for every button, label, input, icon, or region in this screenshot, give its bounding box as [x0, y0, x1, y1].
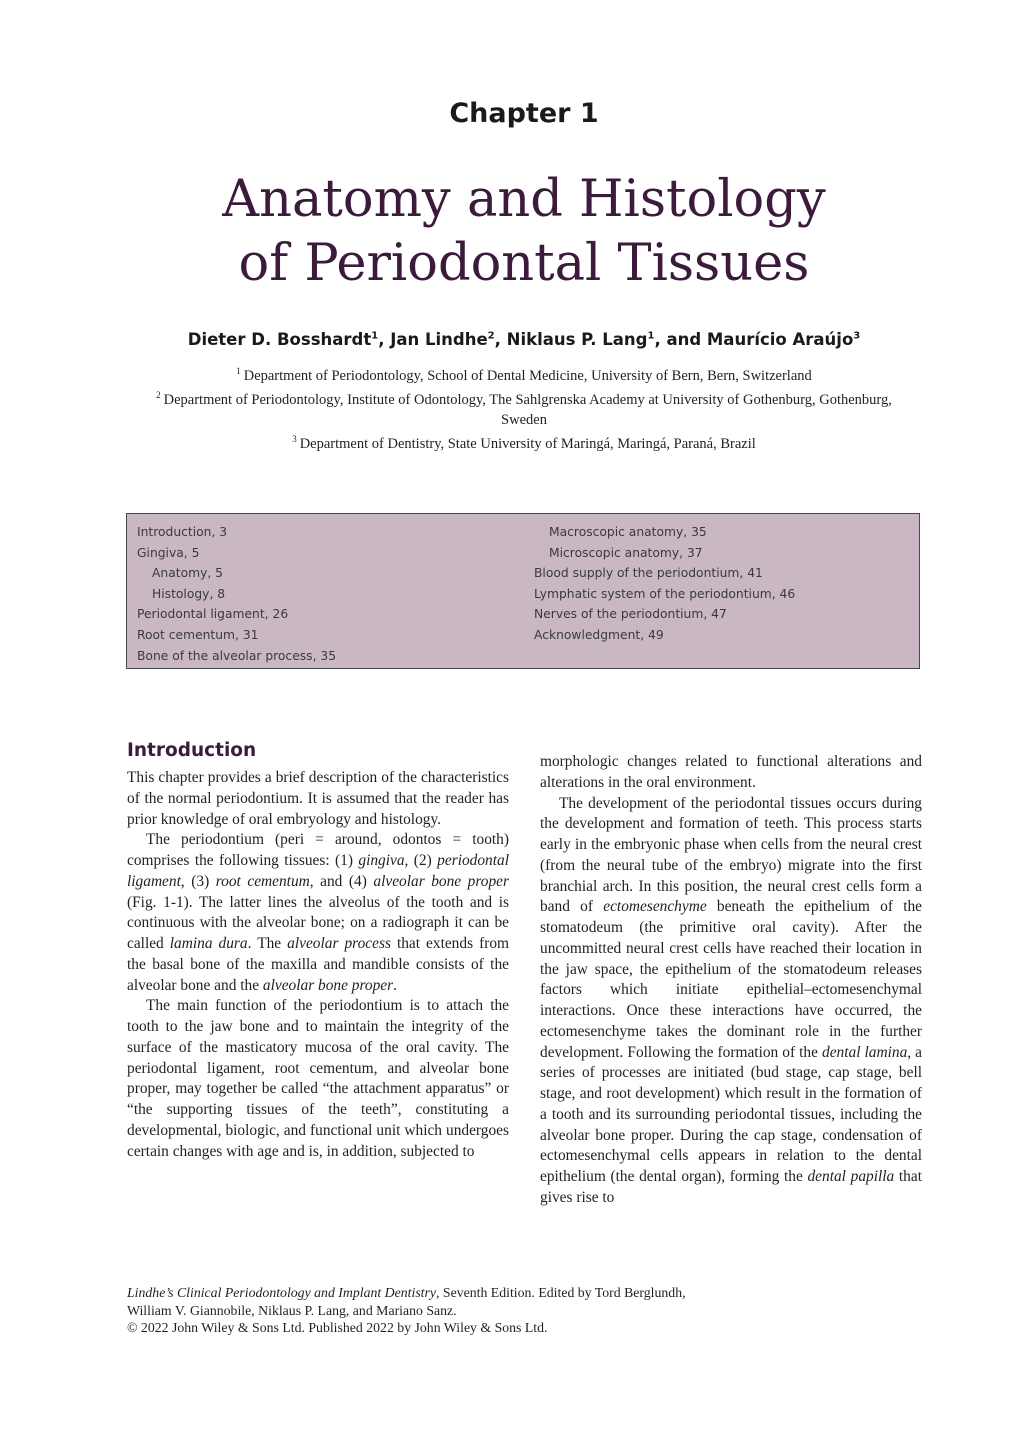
- author-separator: , and: [654, 330, 707, 349]
- body-paragraph: [540, 794, 922, 1209]
- italic-term: ectomesenchyme: [603, 898, 707, 916]
- chapter-title-line-1: Anatomy and Histology: [222, 170, 826, 229]
- toc-item: Histology, 8: [152, 586, 226, 601]
- affiliation-item: [140, 430, 908, 454]
- table-of-contents: [126, 513, 920, 669]
- toc-item: Root cementum, 31: [137, 627, 259, 642]
- italic-term: periodontal ligament: [127, 852, 509, 890]
- affiliation-text: Department of Dentistry, State University of Maringá, Maringá, Paraná, Brazil: [299, 435, 756, 452]
- author-separator: ,: [494, 330, 507, 349]
- text-run: The development of the periodontal tissues occurs during the development and formation of teeth. This process starts early in the embryonic phase when cells from the neural crest (from the neural tube of the embryo) migrate into the first branchial arch. In this position, the neural crest cells form a band of: [540, 794, 922, 916]
- author-name: Niklaus P. Lang: [506, 330, 648, 349]
- italic-term: gingiva: [358, 852, 405, 869]
- text-run: The periodontium (peri = around, odontos = tooth) comprises the following tissues: (1): [127, 831, 509, 869]
- text-run: (Fig. 1-1). The latter lines the alveolus of the tooth and is continuous with the alveolar bone; on a radiograph it can be called: [127, 893, 509, 952]
- affiliation-text: Department of Periodontology, Institute of Odontology, The Sahlgrenska Academy at University of Gothenburg, Gothenburg, Sweden: [163, 392, 892, 428]
- affiliation-text: Department of Periodontology, School of Dental Medicine, University of Bern, Bern, Switzerland: [243, 367, 812, 384]
- text-column-left: [127, 740, 509, 1162]
- author-name: Maurício Araújo: [706, 330, 854, 349]
- toc-item: Bone of the alveolar process, 35: [137, 648, 337, 663]
- italic-term: lamina dura: [169, 935, 248, 952]
- chapter-title-line-2: of Periodontal Tissues: [238, 234, 810, 293]
- text-column-right: [540, 752, 922, 1209]
- toc-item: Macroscopic anatomy, 35: [549, 525, 707, 539]
- text-run: This chapter provides a brief description of the characteristics of the normal periodontium. It is assumed that the reader has prior knowledge of oral embryology and histology.: [127, 769, 509, 828]
- italic-term: alveolar bone proper: [373, 872, 509, 890]
- italic-term: alveolar bone proper: [262, 976, 394, 994]
- text-run: , and (4): [309, 872, 374, 890]
- affiliation-number: 1: [236, 366, 241, 376]
- affiliation-item: [140, 362, 908, 386]
- toc-item: Microscopic anatomy, 37: [549, 545, 703, 560]
- author-affiliation-number: 1: [647, 330, 655, 342]
- author-list: [0, 330, 1024, 349]
- text-run: that extends from the basal bone of the maxilla and mandible consists of the alveolar bone and the: [127, 935, 509, 994]
- affiliation-item: [140, 386, 908, 430]
- italic-term: root cementum: [215, 872, 310, 890]
- toc-column-right: [534, 522, 795, 646]
- body-paragraph: [127, 830, 509, 996]
- affiliation-list: [140, 362, 908, 454]
- toc-column-left: [137, 522, 336, 666]
- footer-book-title: Lindhe’s Clinical Periodontology and Implant Dentistry: [127, 1285, 437, 1300]
- author-affiliation-number: 1: [371, 330, 379, 342]
- toc-item: Lymphatic system of the periodontium, 46: [534, 586, 796, 601]
- chapter-label: Chapter 1: [449, 98, 599, 129]
- footer-edition-text: , Seventh Edition. Edited by Tord Berglundh,: [436, 1285, 686, 1300]
- body-paragraph: [127, 768, 509, 830]
- footer-line-1: [127, 1284, 927, 1302]
- text-run: The main function of the periodontium is to attach the tooth to the jaw bone and to maintain the integrity of the surface of the masticatory mucosa of the oral cavity. The periodontal ligament, root cementum, and alveolar bone proper, may together be called “the attachment apparatus” or “the supporting tissues of the teeth”, constituting a developmental, biologic, and functional unit which undergoes certain changes with age and is, in addition, subjected to: [127, 997, 509, 1160]
- text-run: morphologic changes related to functional alterations and alterations in the oral environment.: [540, 753, 922, 791]
- italic-term: alveolar process: [287, 935, 391, 952]
- toc-item: Anatomy, 5: [152, 566, 223, 581]
- toc-item: Acknowledgment, 49: [534, 627, 664, 642]
- author-separator: ,: [378, 330, 391, 349]
- toc-item: Blood supply of the periodontium, 41: [534, 566, 763, 581]
- toc-item: Nerves of the periodontium, 47: [534, 607, 727, 622]
- text-run: , (3): [180, 872, 216, 890]
- text-run: , a series of processes are initiated (bud stage, cap stage, bell stage, and root development) which result in the formation of a tooth and its surrounding periodontal tissues, including the alveolar bone proper. During the cap stage, condensation of ectomesenchymal cells appears in relation to the dental epithelium (the dental organ), forming the: [540, 1043, 922, 1185]
- toc-item: Periodontal ligament, 26: [137, 607, 289, 622]
- footer-line-3: © 2022 John Wiley & Sons Ltd. Published 2022 by John Wiley & Sons Ltd.: [127, 1320, 548, 1335]
- author-affiliation-number: 3: [853, 330, 861, 342]
- text-run: that gives rise to: [540, 1168, 922, 1206]
- text-run: . The: [247, 935, 288, 952]
- body-paragraph: [540, 752, 922, 794]
- chapter-title: [0, 168, 1024, 296]
- affiliation-number: 3: [292, 434, 297, 445]
- section-heading-introduction: Introduction: [127, 740, 257, 761]
- toc-item: Introduction, 3: [137, 525, 228, 539]
- author-name: Dieter D. Bosshardt: [187, 330, 372, 349]
- author-name: Jan Lindhe: [390, 330, 488, 349]
- text-run: .: [393, 976, 397, 994]
- text-run: , (2): [404, 852, 438, 869]
- italic-term: dental papilla: [807, 1168, 895, 1185]
- text-run: beneath the epithelium of the stomatodeum (the primitive oral cavity). After the uncommitted neural crest cells have reached their location in the jaw space, the epithelium of the stomatodeum releases factors which initiate epithelial–ectomesenchymal interactions. Once these interactions have occurred, the ectomesenchyme takes the dominant role in the further development. Following the formation of the: [540, 898, 923, 1061]
- toc-item: Gingiva, 5: [137, 545, 200, 560]
- author-affiliation-number: 2: [487, 330, 495, 342]
- body-paragraph: [127, 996, 509, 1162]
- italic-term: dental lamina: [822, 1043, 908, 1061]
- affiliation-number: 2: [156, 390, 161, 401]
- copyright-footer: [127, 1284, 927, 1337]
- footer-line-2: William V. Giannobile, Niklaus P. Lang, and Mariano Sanz.: [127, 1302, 457, 1318]
